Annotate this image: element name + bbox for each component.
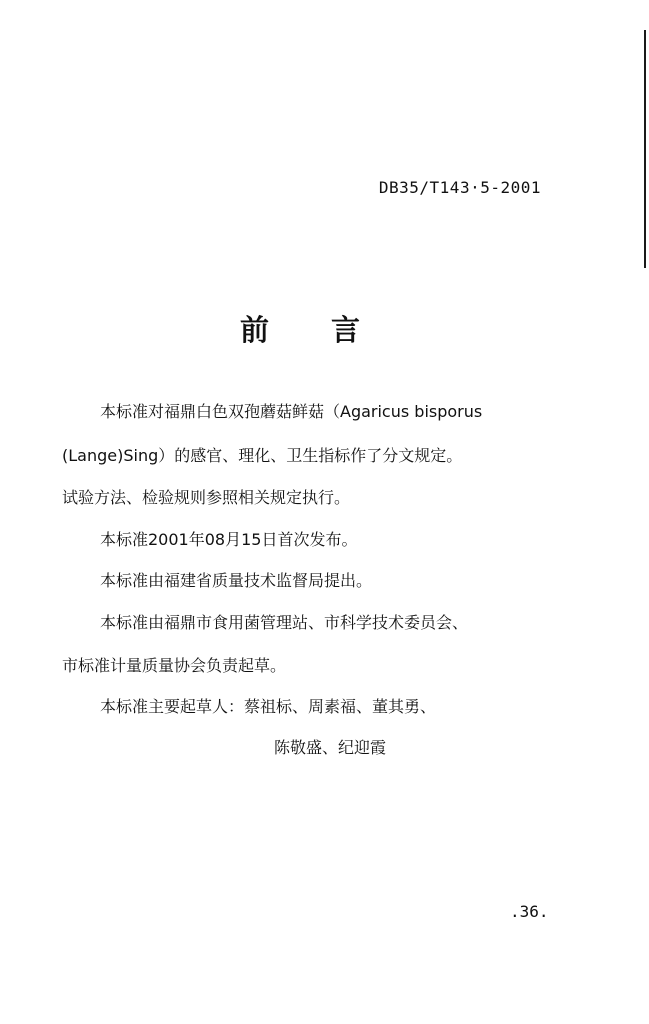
paragraph-line: 本标准主要起草人：蔡祖标、周素福、董其勇、: [100, 697, 437, 716]
paragraph-line: (Lange)Sing）的感官、理化、卫生指标作了分文规定。: [62, 446, 463, 465]
paragraph-line: 本标准对福鼎白色双孢蘑菇鲜菇（Agaricus bisporus: [100, 402, 483, 421]
paragraph-line: 本标准2001年08月15日首次发布。: [100, 530, 358, 549]
paragraph-line: 本标准由福建省质量技术监督局提出。: [100, 571, 373, 590]
page-number: .36.: [510, 902, 549, 921]
page-title: 前言: [239, 313, 422, 347]
paragraph-line: 本标准由福鼎市食用菌管理站、市科学技术委员会、: [100, 613, 469, 632]
standard-code: DB35/T143·5-2001: [378, 178, 541, 197]
paragraph-line: 市标准计量质量协会负责起草。: [62, 656, 287, 675]
paragraph-line: 试验方法、检验规则参照相关规定执行。: [62, 488, 351, 507]
right-edge-rule: [644, 30, 646, 268]
paragraph-line: 陈敬盛、纪迎霞: [274, 738, 387, 757]
